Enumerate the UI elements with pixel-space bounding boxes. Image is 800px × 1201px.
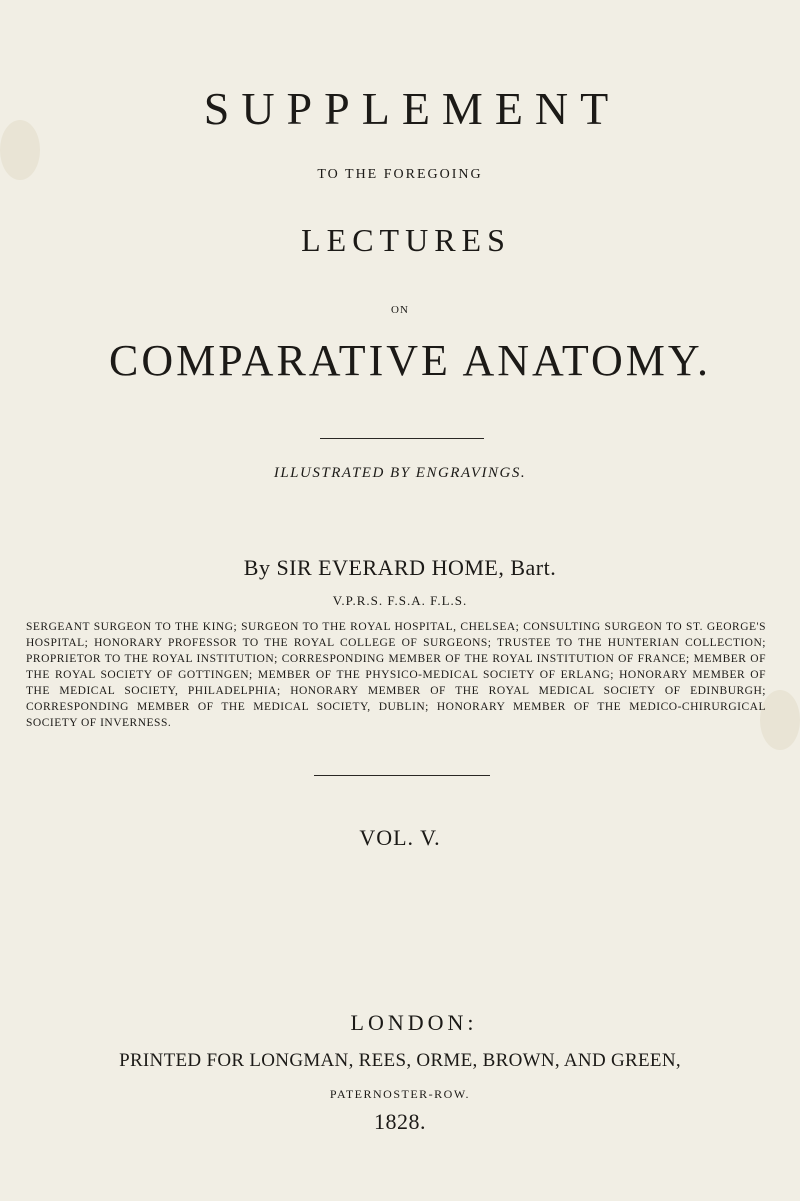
paper-stain [760,690,800,750]
title-comparative-anatomy: COMPARATIVE ANATOMY. [109,336,711,385]
author-byline: By SIR EVERARD HOME, Bart. [243,555,557,580]
divider-rule [314,775,490,776]
imprint-printer: PRINTED FOR LONGMAN, REES, ORME, BROWN, AND GREEN, [119,1050,681,1071]
subtitle-illustrated: ILLUSTRATED BY ENGRAVINGS. [273,465,527,481]
title-supplement: SUPPLEMENT [203,83,621,134]
divider-rule [320,438,484,439]
imprint-year: 1828. [374,1109,426,1134]
volume-number: VOL. V. [359,825,441,850]
author-degrees: V.P.R.S. F.S.A. F.L.S. [332,593,468,608]
title-foregoing: TO THE FOREGOING [317,167,483,182]
title-lectures: LECTURES [301,222,511,258]
imprint-address: PATERNOSTER-ROW. [329,1087,471,1101]
imprint-city: LONDON: [350,1010,478,1035]
title-on: ON [391,304,409,316]
author-credentials: SERGEANT SURGEON TO THE KING; SURGEON TO THE ROYAL HOSPITAL, CHELSEA; CONSULTING SURGEON TO ST. GEORGE'S HOSPITAL; HONORARY PROFESSOR TO THE ROYAL COLLEGE OF SURGEONS; TRUSTEE TO THE HUNTERIAN COLLECTION; PROPRIETOR TO THE ROYAL INSTITUTION; CORRESPONDING MEMBER OF THE ROYAL INSTITUTION OF FRANCE; MEMBER OF THE ROYAL SOCIETY OF GOTTINGEN; MEMBER OF THE PHYSICO-MEDICAL SOCIETY OF ERLANG; HONORARY MEMBER OF THE MEDICAL SOCIETY, PHILADELPHIA; HONORARY MEMBER OF THE ROYAL MEDICAL SOCIETY OF EDINBURGH; CORRESPONDING MEMBER OF THE MEDICAL SOCIETY, DUBLIN; HONORARY MEMBER OF THE MEDICO-CHIRURGICAL SOCIETY OF INVERNESS. [26,621,766,729]
